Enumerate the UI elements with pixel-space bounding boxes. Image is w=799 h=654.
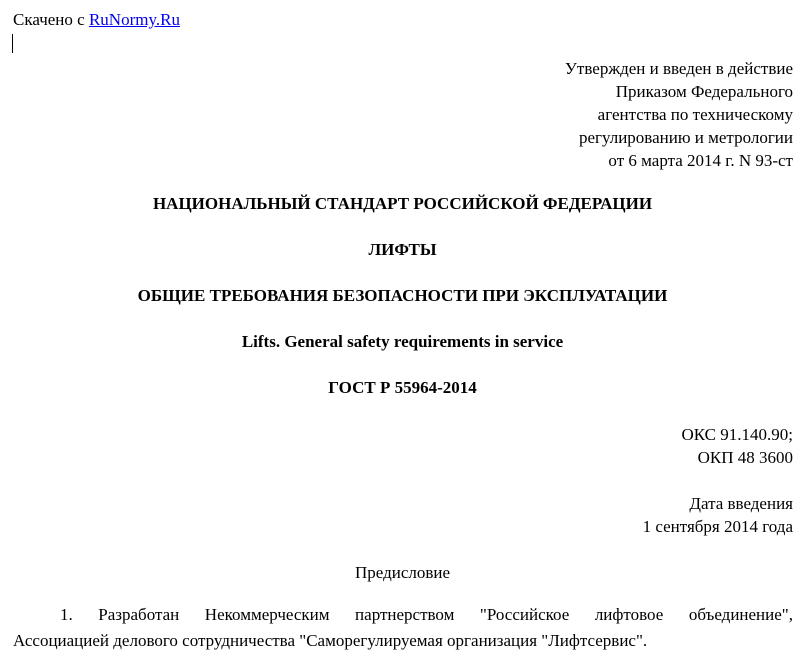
document-title: НАЦИОНАЛЬНЫЙ СТАНДАРТ РОССИЙСКОЙ ФЕДЕРАЦИИ [152, 194, 653, 213]
paragraph-line: Ассоциацией делового сотрудничества "Саморегулируемая организация "Лифтсервис". [13, 631, 648, 650]
source-line [13, 10, 180, 30]
source-link[interactable]: RuNormy.Ru [88, 10, 180, 29]
gost-number: ГОСТ Р 55964-2014 [328, 378, 477, 397]
approval-line: от 6 марта 2014 г. N 93-ст [608, 151, 793, 170]
approval-block [453, 57, 793, 172]
approval-line: Утвержден и введен в действие [564, 59, 793, 78]
effective-date-label: Дата введения [689, 494, 793, 513]
classification-codes [493, 423, 793, 469]
effective-date-block [493, 492, 793, 538]
foreword-paragraph [13, 602, 793, 654]
document-subject: ЛИФТЫ [368, 240, 437, 259]
okp-code: ОКП 48 3600 [697, 448, 793, 467]
text-cursor [12, 34, 13, 53]
foreword-heading: Предисловие [354, 563, 451, 582]
approval-line: агентства по техническому [597, 105, 793, 124]
approval-line: Приказом Федерального [615, 82, 793, 101]
english-title: Lifts. General safety requirements in service [241, 332, 564, 351]
effective-date-value: 1 сентября 2014 года [642, 517, 793, 536]
source-prefix: Скачено с [13, 10, 85, 29]
approval-line: регулированию и метрологии [578, 128, 793, 147]
paragraph-line: 1. Разработан Некоммерческим партнерством "Российское лифтовое объединение", [60, 605, 793, 624]
oks-code: ОКС 91.140.90; [681, 425, 793, 444]
document-subtitle: ОБЩИЕ ТРЕБОВАНИЯ БЕЗОПАСНОСТИ ПРИ ЭКСПЛУАТАЦИИ [137, 286, 668, 305]
